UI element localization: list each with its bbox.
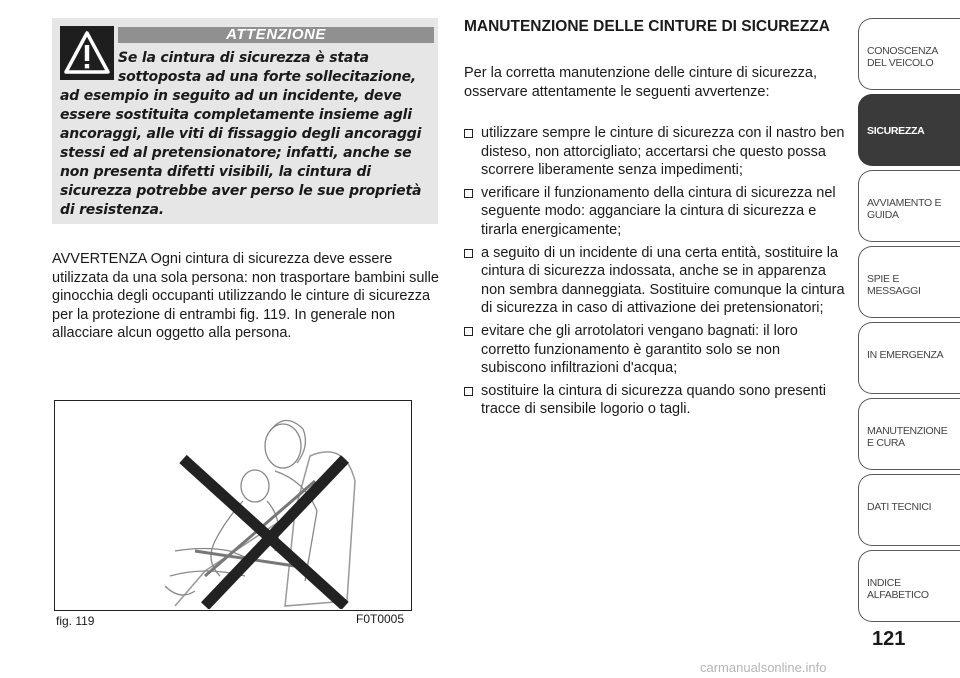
tab-label: MANUTENZIONE E CURA (867, 425, 948, 449)
warning-text-line: di resistenza. (60, 202, 164, 218)
checkbox-bullet-icon (464, 189, 473, 198)
tab-label: INDICE ALFABETICO (867, 577, 929, 601)
tab-spie-e-messaggi[interactable] (858, 246, 960, 318)
bullet-text: a seguito di un incidente di una certa entità, sostituire la cintura di sicurezza indossata, anche se in apparenza non sembra danneggiata. Sostituire comunque la cintura di sicurezza in caso di attivazione dei pretensionatori; (481, 244, 845, 317)
warning-text-line: sicurezza potrebbe aver perso le sue proprietà (60, 183, 422, 199)
chapter-tabs (858, 18, 960, 626)
figure-code: F0T0005 (356, 612, 405, 626)
warning-box (52, 18, 438, 224)
tab-label: AVVIAMENTO E GUIDA (867, 197, 942, 221)
tab-label: IN EMERGENZA (867, 349, 944, 361)
figure-caption: fig. 119 (56, 614, 95, 628)
tab-avviamento-e-guida[interactable] (858, 170, 960, 242)
tab-conoscenza-del-veicolo[interactable] (858, 18, 960, 90)
tab-dati-tecnici[interactable] (858, 474, 960, 546)
tab-sicurezza[interactable] (858, 94, 960, 166)
warning-header: ATTENZIONE (118, 27, 434, 43)
warning-text-line: Se la cintura di sicurezza è stata (118, 50, 369, 66)
figure-illustration (54, 400, 412, 611)
bullet-item (464, 124, 848, 180)
tab-label: CONOSCENZA DEL VEICOLO (867, 45, 938, 69)
section-intro: Per la corretta manutenzione delle cinture di sicurezza, osservare attentamente le seguenti avvertenze: (464, 65, 818, 100)
avvertenza-paragraph: AVVERTENZA Ogni cintura di sicurezza deve essere utilizzata da una sola persona: non trasportare bambini sulle ginocchia degli occupanti utilizzando le cinture di sicurezza per la protezione di entrambi fig. 119. In generale non allacciare alcun oggetto alla persona. (52, 251, 439, 342)
checkbox-bullet-icon (464, 129, 473, 138)
section-title: MANUTENZIONE DELLE CINTURE DI SICUREZZA (464, 18, 830, 35)
warning-text-line: stessi ed al pretensionatore; infatti, anche se (60, 145, 412, 161)
bullet-item (464, 244, 848, 318)
bullet-item (464, 382, 848, 419)
tab-manutenzione-e-cura[interactable] (858, 398, 960, 470)
tab-in-emergenza[interactable] (858, 322, 960, 394)
watermark: carmanualsonline.info (700, 660, 827, 675)
checkbox-bullet-icon (464, 249, 473, 258)
warning-text-line: non presenta difetti visibili, la cintura di (60, 164, 371, 180)
tab-indice-alfabetico[interactable] (858, 550, 960, 622)
warning-text-line: ad esempio in seguito ad un incidente, deve (60, 88, 402, 104)
bullet-text: sostituire la cintura di sicurezza quando sono presenti tracce di sensibile logorio o tagli. (481, 382, 826, 418)
checkbox-bullet-icon (464, 327, 473, 336)
bullet-item (464, 322, 848, 378)
warning-triangle-icon (60, 26, 114, 80)
bullet-item (464, 184, 848, 240)
bullet-text: evitare che gli arrotolatori vengano bagnati: il loro corretto funzionamento è garantito solo se non subiscono infiltrazioni d'acqua; (481, 322, 798, 377)
tab-label: SICUREZZA (867, 125, 925, 137)
bullet-text: utilizzare sempre le cinture di sicurezza con il nastro ben disteso, non attorcigliato; accertarsi che questo possa scorrere liberamente senza impedimenti; (481, 125, 845, 179)
seatbelt-child-illustration (55, 401, 410, 609)
bullet-text: verificare il funzionamento della cintura di sicurezza nel seguente modo: agganciare la cintura di sicurezza e tirarla energicamente; (481, 184, 836, 238)
warning-text-line: essere sostituita completamente insieme agli (60, 107, 412, 123)
warning-text-line: ancoraggi, alle viti di fissaggio degli ancoraggi (60, 126, 422, 142)
warning-text-line: sottoposta ad una forte sollecitazione, (118, 69, 417, 85)
maintenance-bullet-list (464, 124, 848, 423)
tab-label: DATI TECNICI (867, 501, 932, 513)
checkbox-bullet-icon (464, 387, 473, 396)
tab-label: SPIE E MESSAGGI (867, 273, 921, 297)
page-number: 121 (872, 628, 906, 650)
